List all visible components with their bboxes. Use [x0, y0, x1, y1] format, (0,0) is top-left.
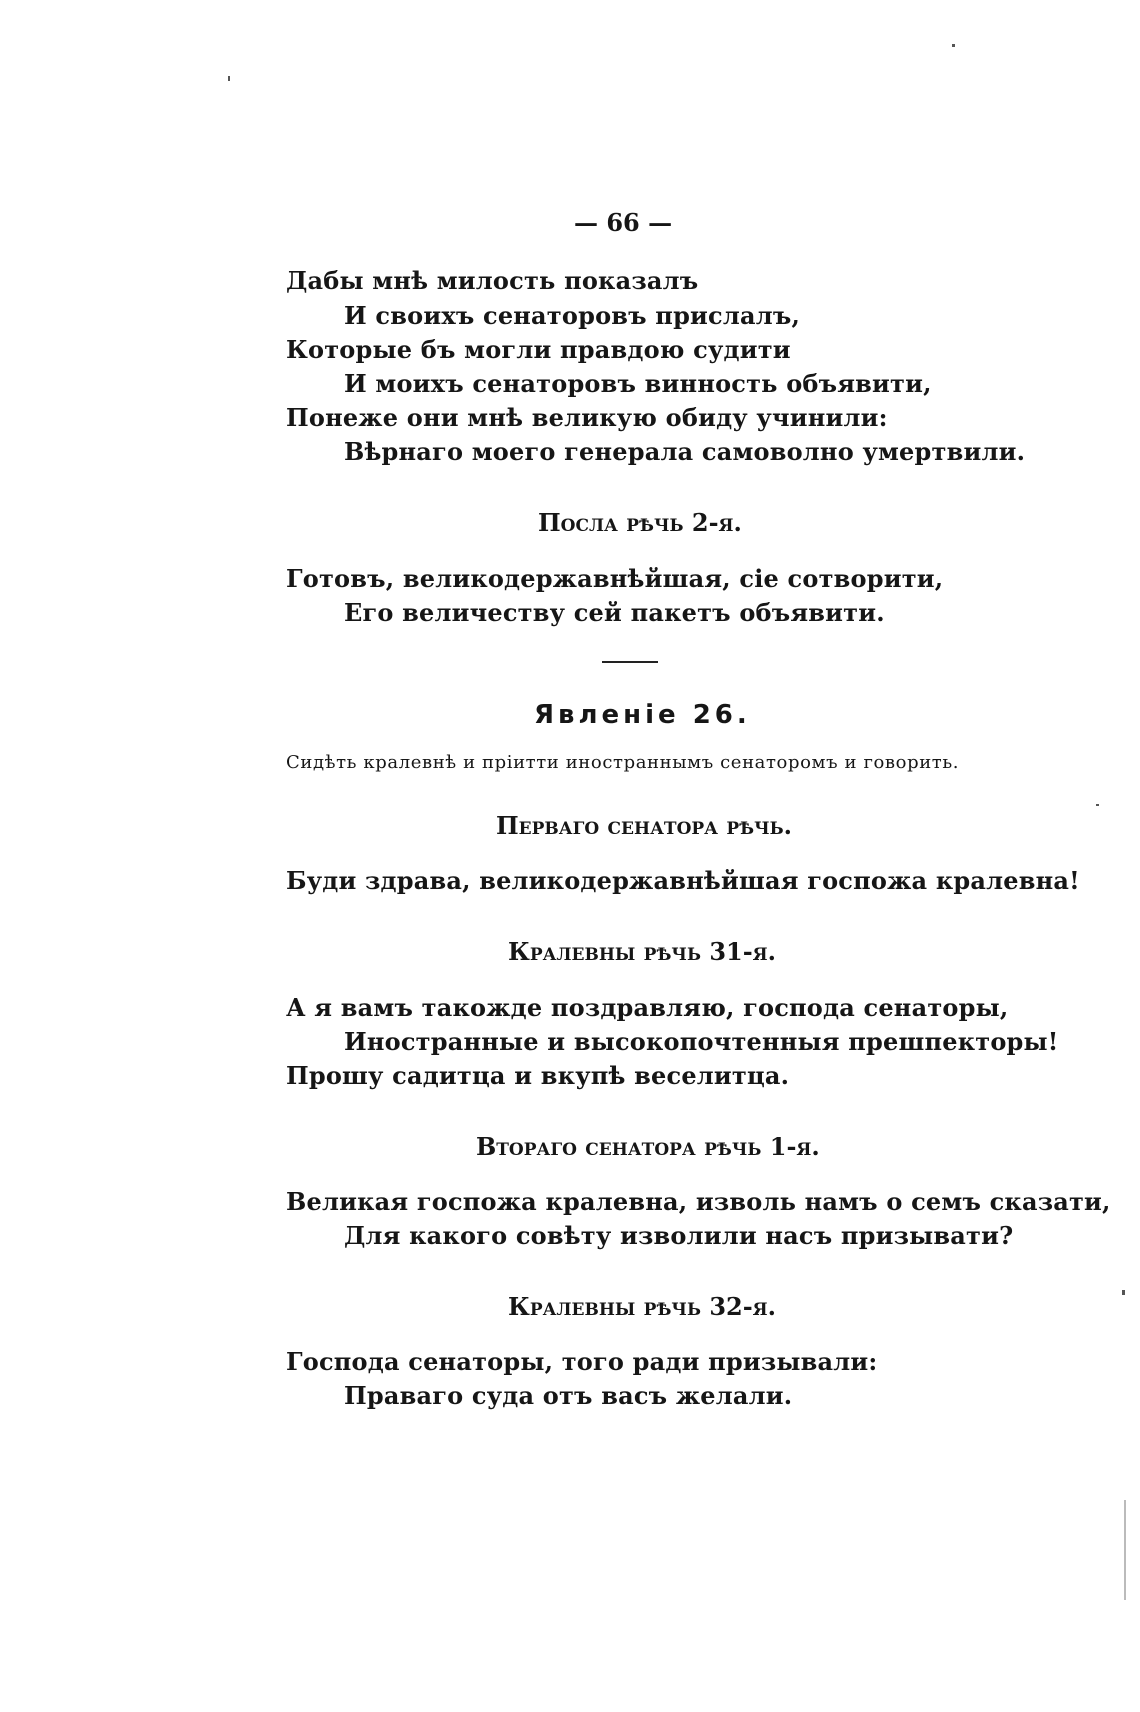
- stage-direction: Сидѣть кралевнѣ и пріитти иностраннымъ сенаторомъ и говорить.: [286, 752, 960, 773]
- page-number: — 66 —: [574, 208, 673, 237]
- scan-speck: [1096, 804, 1099, 806]
- scan-speck: [228, 76, 230, 81]
- verse-line: Прошу садитца и вкупѣ веселитца.: [286, 1061, 790, 1090]
- verse-line: Вѣрнаго моего генерала самоволно умертвили.: [344, 437, 1026, 466]
- verse-line: Понеже они мнѣ великую обиду учинили:: [286, 403, 888, 432]
- verse-line: И моихъ сенаторовъ винность объявити,: [344, 369, 932, 398]
- verse-line: Великая госпожа кралевна, изволь намъ о семъ сказати,: [286, 1187, 1111, 1216]
- verse-line: Иностранные и высокопочтенныя прешпекторы!: [344, 1027, 1059, 1056]
- verse-line: Для какого совѣту изволили насъ призывати?: [344, 1221, 1014, 1250]
- verse-line: Праваго суда отъ васъ желали.: [344, 1381, 793, 1410]
- speaker-heading: Посла рѣчь 2-я.: [538, 508, 742, 537]
- speaker-heading: Кралевны рѣчь 31-я.: [508, 937, 777, 966]
- verse-line: И своихъ сенаторовъ прислалъ,: [344, 301, 801, 330]
- verse-line: Его величеству сей пакетъ объявити.: [344, 598, 885, 627]
- speaker-heading: Кралевны рѣчь 32-я.: [508, 1292, 777, 1321]
- verse-line: А я вамъ такожде поздравляю, господа сенаторы,: [286, 993, 1009, 1022]
- speaker-heading: Перваго сенатора рѣчь.: [496, 811, 793, 840]
- scan-speck: [952, 44, 955, 47]
- verse-line: Буди здрава, великодержавнѣйшая госпожа кралевна!: [286, 866, 1080, 895]
- scan-edge-mark: [1124, 1500, 1126, 1600]
- verse-line: Господа сенаторы, того ради призывали:: [286, 1347, 878, 1376]
- verse-line: Дабы мнѣ милость показалъ: [286, 266, 699, 295]
- section-divider: [602, 661, 658, 663]
- speaker-heading: Втораго сенатора рѣчь 1-я.: [476, 1132, 820, 1161]
- verse-line: Которые бъ могли правдою судити: [286, 335, 791, 364]
- verse-line: Готовъ, великодержавнѣйшая, сіе сотворити,: [286, 564, 944, 593]
- scan-speck: [1122, 1290, 1125, 1295]
- scene-title: Явленіе 26.: [534, 700, 751, 730]
